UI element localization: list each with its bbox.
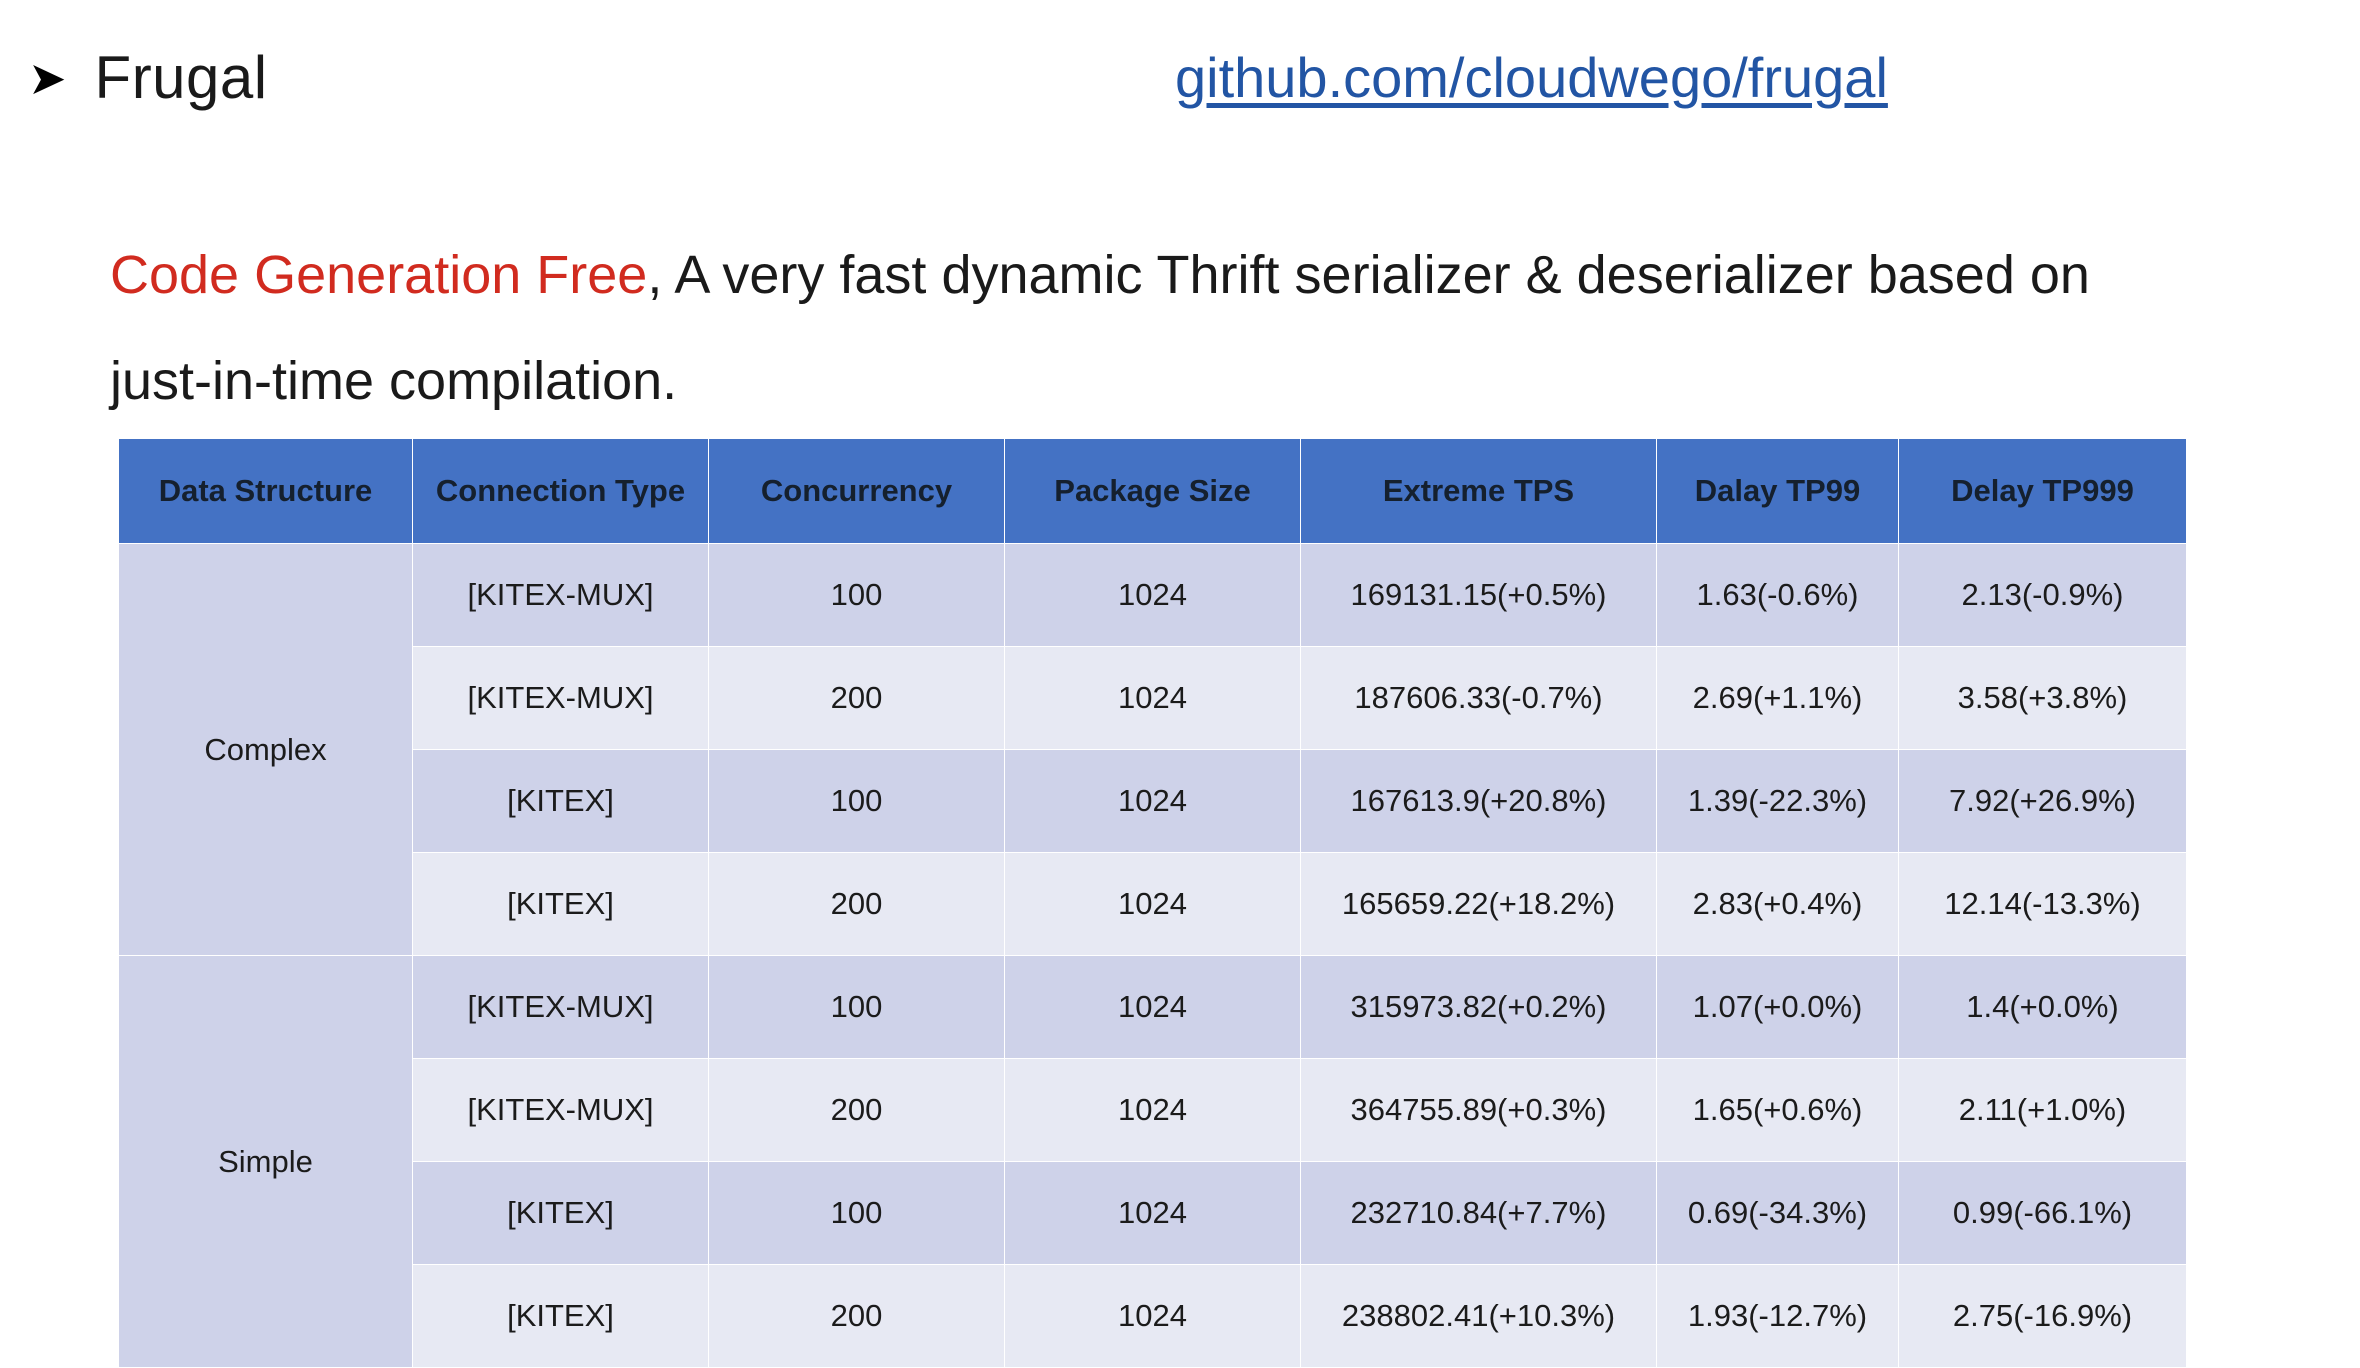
cell-extreme-tps: 187606.33(-0.7%) [1301, 647, 1657, 750]
cell-concurrency: 200 [709, 1059, 1005, 1162]
cell-package-size: 1024 [1005, 853, 1301, 956]
column-header-extreme-tps: Extreme TPS [1301, 439, 1657, 544]
benchmark-table-wrapper [118, 438, 2186, 1368]
cell-delay-tp999: 1.4(+0.0%) [1899, 956, 2187, 1059]
cell-connection-type: [KITEX] [413, 853, 709, 956]
cell-delay-tp999: 3.58(+3.8%) [1899, 647, 2187, 750]
cell-delay-tp99: 2.69(+1.1%) [1657, 647, 1899, 750]
cell-connection-type: [KITEX-MUX] [413, 647, 709, 750]
cell-delay-tp999: 7.92(+26.9%) [1899, 750, 2187, 853]
cell-extreme-tps: 315973.82(+0.2%) [1301, 956, 1657, 1059]
cell-connection-type: [KITEX-MUX] [413, 544, 709, 647]
cell-package-size: 1024 [1005, 1265, 1301, 1368]
table-row [119, 647, 2187, 750]
cell-package-size: 1024 [1005, 750, 1301, 853]
column-header-delay-tp99: Dalay TP99 [1657, 439, 1899, 544]
cell-concurrency: 100 [709, 750, 1005, 853]
cell-delay-tp999: 0.99(-66.1%) [1899, 1162, 2187, 1265]
cell-connection-type: [KITEX] [413, 1265, 709, 1368]
cell-delay-tp99: 1.63(-0.6%) [1657, 544, 1899, 647]
cell-package-size: 1024 [1005, 956, 1301, 1059]
cell-connection-type: [KITEX-MUX] [413, 956, 709, 1059]
cell-extreme-tps: 167613.9(+20.8%) [1301, 750, 1657, 853]
table-body [119, 544, 2187, 1368]
table-row [119, 853, 2187, 956]
cell-package-size: 1024 [1005, 647, 1301, 750]
column-header-delay-tp999: Delay TP999 [1899, 439, 2187, 544]
column-header-concurrency: Concurrency [709, 439, 1005, 544]
cell-package-size: 1024 [1005, 544, 1301, 647]
cell-delay-tp999: 12.14(-13.3%) [1899, 853, 2187, 956]
group-label-simple: Simple [119, 956, 413, 1368]
cell-delay-tp999: 2.75(-16.9%) [1899, 1265, 2187, 1368]
cell-concurrency: 100 [709, 544, 1005, 647]
table-header [119, 439, 2187, 544]
cell-package-size: 1024 [1005, 1059, 1301, 1162]
repository-link[interactable]: github.com/cloudwego/frugal [1175, 46, 1888, 109]
cell-extreme-tps: 232710.84(+7.7%) [1301, 1162, 1657, 1265]
arrow-bullet-icon: ➤ [28, 51, 67, 105]
column-header-connection-type: Connection Type [413, 439, 709, 544]
table-row [119, 750, 2187, 853]
cell-extreme-tps: 165659.22(+18.2%) [1301, 853, 1657, 956]
benchmark-table [118, 438, 2187, 1368]
cell-delay-tp99: 1.65(+0.6%) [1657, 1059, 1899, 1162]
cell-concurrency: 100 [709, 1162, 1005, 1265]
cell-extreme-tps: 169131.15(+0.5%) [1301, 544, 1657, 647]
description-accent: Code Generation Free [110, 245, 648, 305]
slide-header [0, 22, 2360, 132]
table-row [119, 1265, 2187, 1368]
column-header-data-structure: Data Structure [119, 439, 413, 544]
page-title: Frugal [94, 44, 268, 111]
table-row [119, 1059, 2187, 1162]
table-row [119, 1162, 2187, 1265]
bullet-heading [28, 44, 268, 111]
cell-delay-tp999: 2.13(-0.9%) [1899, 544, 2187, 647]
cell-concurrency: 200 [709, 853, 1005, 956]
group-label-complex: Complex [119, 544, 413, 956]
cell-connection-type: [KITEX-MUX] [413, 1059, 709, 1162]
cell-extreme-tps: 364755.89(+0.3%) [1301, 1059, 1657, 1162]
column-header-package-size: Package Size [1005, 439, 1301, 544]
table-row [119, 956, 2187, 1059]
table-row [119, 544, 2187, 647]
cell-delay-tp99: 1.93(-12.7%) [1657, 1265, 1899, 1368]
cell-extreme-tps: 238802.41(+10.3%) [1301, 1265, 1657, 1368]
cell-concurrency: 100 [709, 956, 1005, 1059]
cell-delay-tp99: 1.07(+0.0%) [1657, 956, 1899, 1059]
cell-delay-tp999: 2.11(+1.0%) [1899, 1059, 2187, 1162]
table-header-row [119, 439, 2187, 544]
cell-connection-type: [KITEX] [413, 1162, 709, 1265]
cell-delay-tp99: 1.39(-22.3%) [1657, 750, 1899, 853]
cell-delay-tp99: 2.83(+0.4%) [1657, 853, 1899, 956]
cell-concurrency: 200 [709, 1265, 1005, 1368]
cell-delay-tp99: 0.69(-34.3%) [1657, 1162, 1899, 1265]
cell-package-size: 1024 [1005, 1162, 1301, 1265]
cell-concurrency: 200 [709, 647, 1005, 750]
cell-connection-type: [KITEX] [413, 750, 709, 853]
description-rest: , A very fast dynamic Thrift serializer & deserializer based on just-in-time compilation. [110, 245, 2090, 411]
description-paragraph [110, 222, 2110, 434]
